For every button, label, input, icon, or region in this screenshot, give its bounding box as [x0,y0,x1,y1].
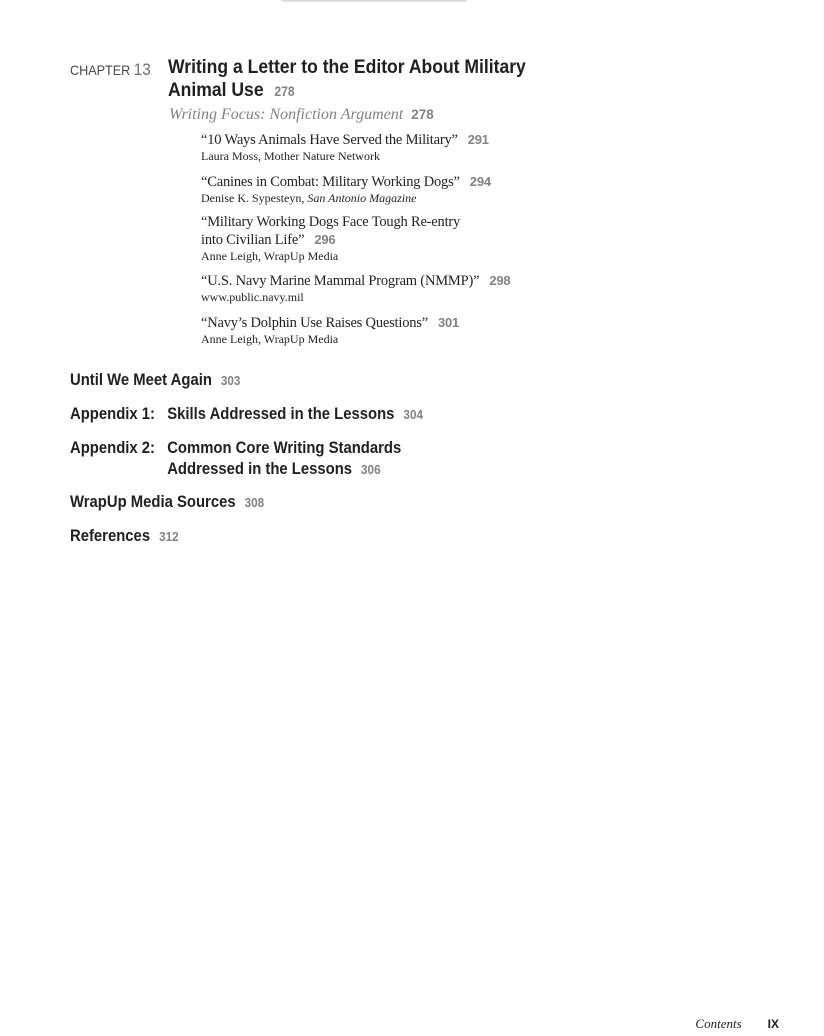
entry-title: References [70,527,151,545]
toc-entry-until-we-meet-again[interactable] [70,370,240,392]
reading-entry[interactable] [201,214,581,264]
reading-source-publication: San Antonio Magazine [307,191,417,205]
reading-source: Laura Moss, Mother Nature Network [201,149,380,163]
toc-entry-references[interactable] [70,526,179,548]
reading-title: “10 Ways Animals Have Served the Military” [201,132,458,148]
appendix-label: Appendix 1: [70,405,155,423]
entry-title: Until We Meet Again [70,371,212,389]
reading-source: www.public.navy.mil [201,290,304,304]
chapter-word: CHAPTER [70,62,131,78]
chapter-number: 13 [133,60,151,79]
chapter-title[interactable] [168,56,546,103]
reading-page-number: 301 [438,315,460,330]
chapter-title-line2: Animal Use [168,79,264,101]
entry-page-number: 303 [220,373,241,388]
chapter-page-number: 278 [274,84,295,99]
appendix-label: Appendix 2: [70,439,155,457]
reading-entry[interactable] [201,272,581,305]
entry-title: WrapUp Media Sources [70,493,236,511]
reading-entry[interactable] [201,314,581,347]
chapter-label [70,60,151,80]
toc-entry-appendix-2[interactable] [70,438,401,480]
reading-page-number: 296 [314,232,336,247]
reading-title: “U.S. Navy Marine Mammal Program (NMMP)” [201,273,480,289]
reading-page-number: 294 [469,174,491,189]
reading-entry[interactable] [201,131,581,164]
chapter-title-line1: Writing a Letter to the Editor About Military [168,56,526,78]
reading-title: “Navy’s Dolphin Use Raises Questions” [201,315,428,331]
reading-title: “Canines in Combat: Military Working Dogs” [201,174,460,190]
entry-page-number: 308 [244,495,265,510]
footer-label: Contents [695,1016,742,1031]
footer-page-number: IX [767,1017,779,1031]
writing-focus-text: Writing Focus: Nonfiction Argument [169,106,404,123]
reading-title-line2: into Civilian Life” [201,232,305,248]
reading-page-number: 298 [489,273,511,288]
reading-source: Anne Leigh, WrapUp Media [201,332,339,346]
entry-title-line1: Common Core Writing Standards [167,439,402,457]
page-footer [695,1015,779,1033]
writing-focus[interactable] [169,106,434,124]
writing-focus-page: 278 [411,107,434,122]
entry-page-number: 304 [403,407,423,422]
entry-title-line2: Addressed in the Lessons [167,459,353,478]
entry-title: Skills Addressed in the Lessons [167,405,395,423]
entry-page-number: 312 [159,529,179,544]
reading-source [201,191,581,206]
reading-source-author: Denise K. Sypesteyn, [201,191,308,205]
reading-source: Anne Leigh, WrapUp Media [201,249,339,263]
reading-entry[interactable] [201,173,581,206]
toc-entry-appendix-1[interactable] [70,404,423,426]
toc-entry-wrapup-media-sources[interactable] [70,492,264,514]
reading-title-line1: “Military Working Dogs Face Tough Re-entry [201,214,461,230]
reading-page-number: 291 [467,132,489,147]
entry-page-number: 306 [361,461,381,477]
